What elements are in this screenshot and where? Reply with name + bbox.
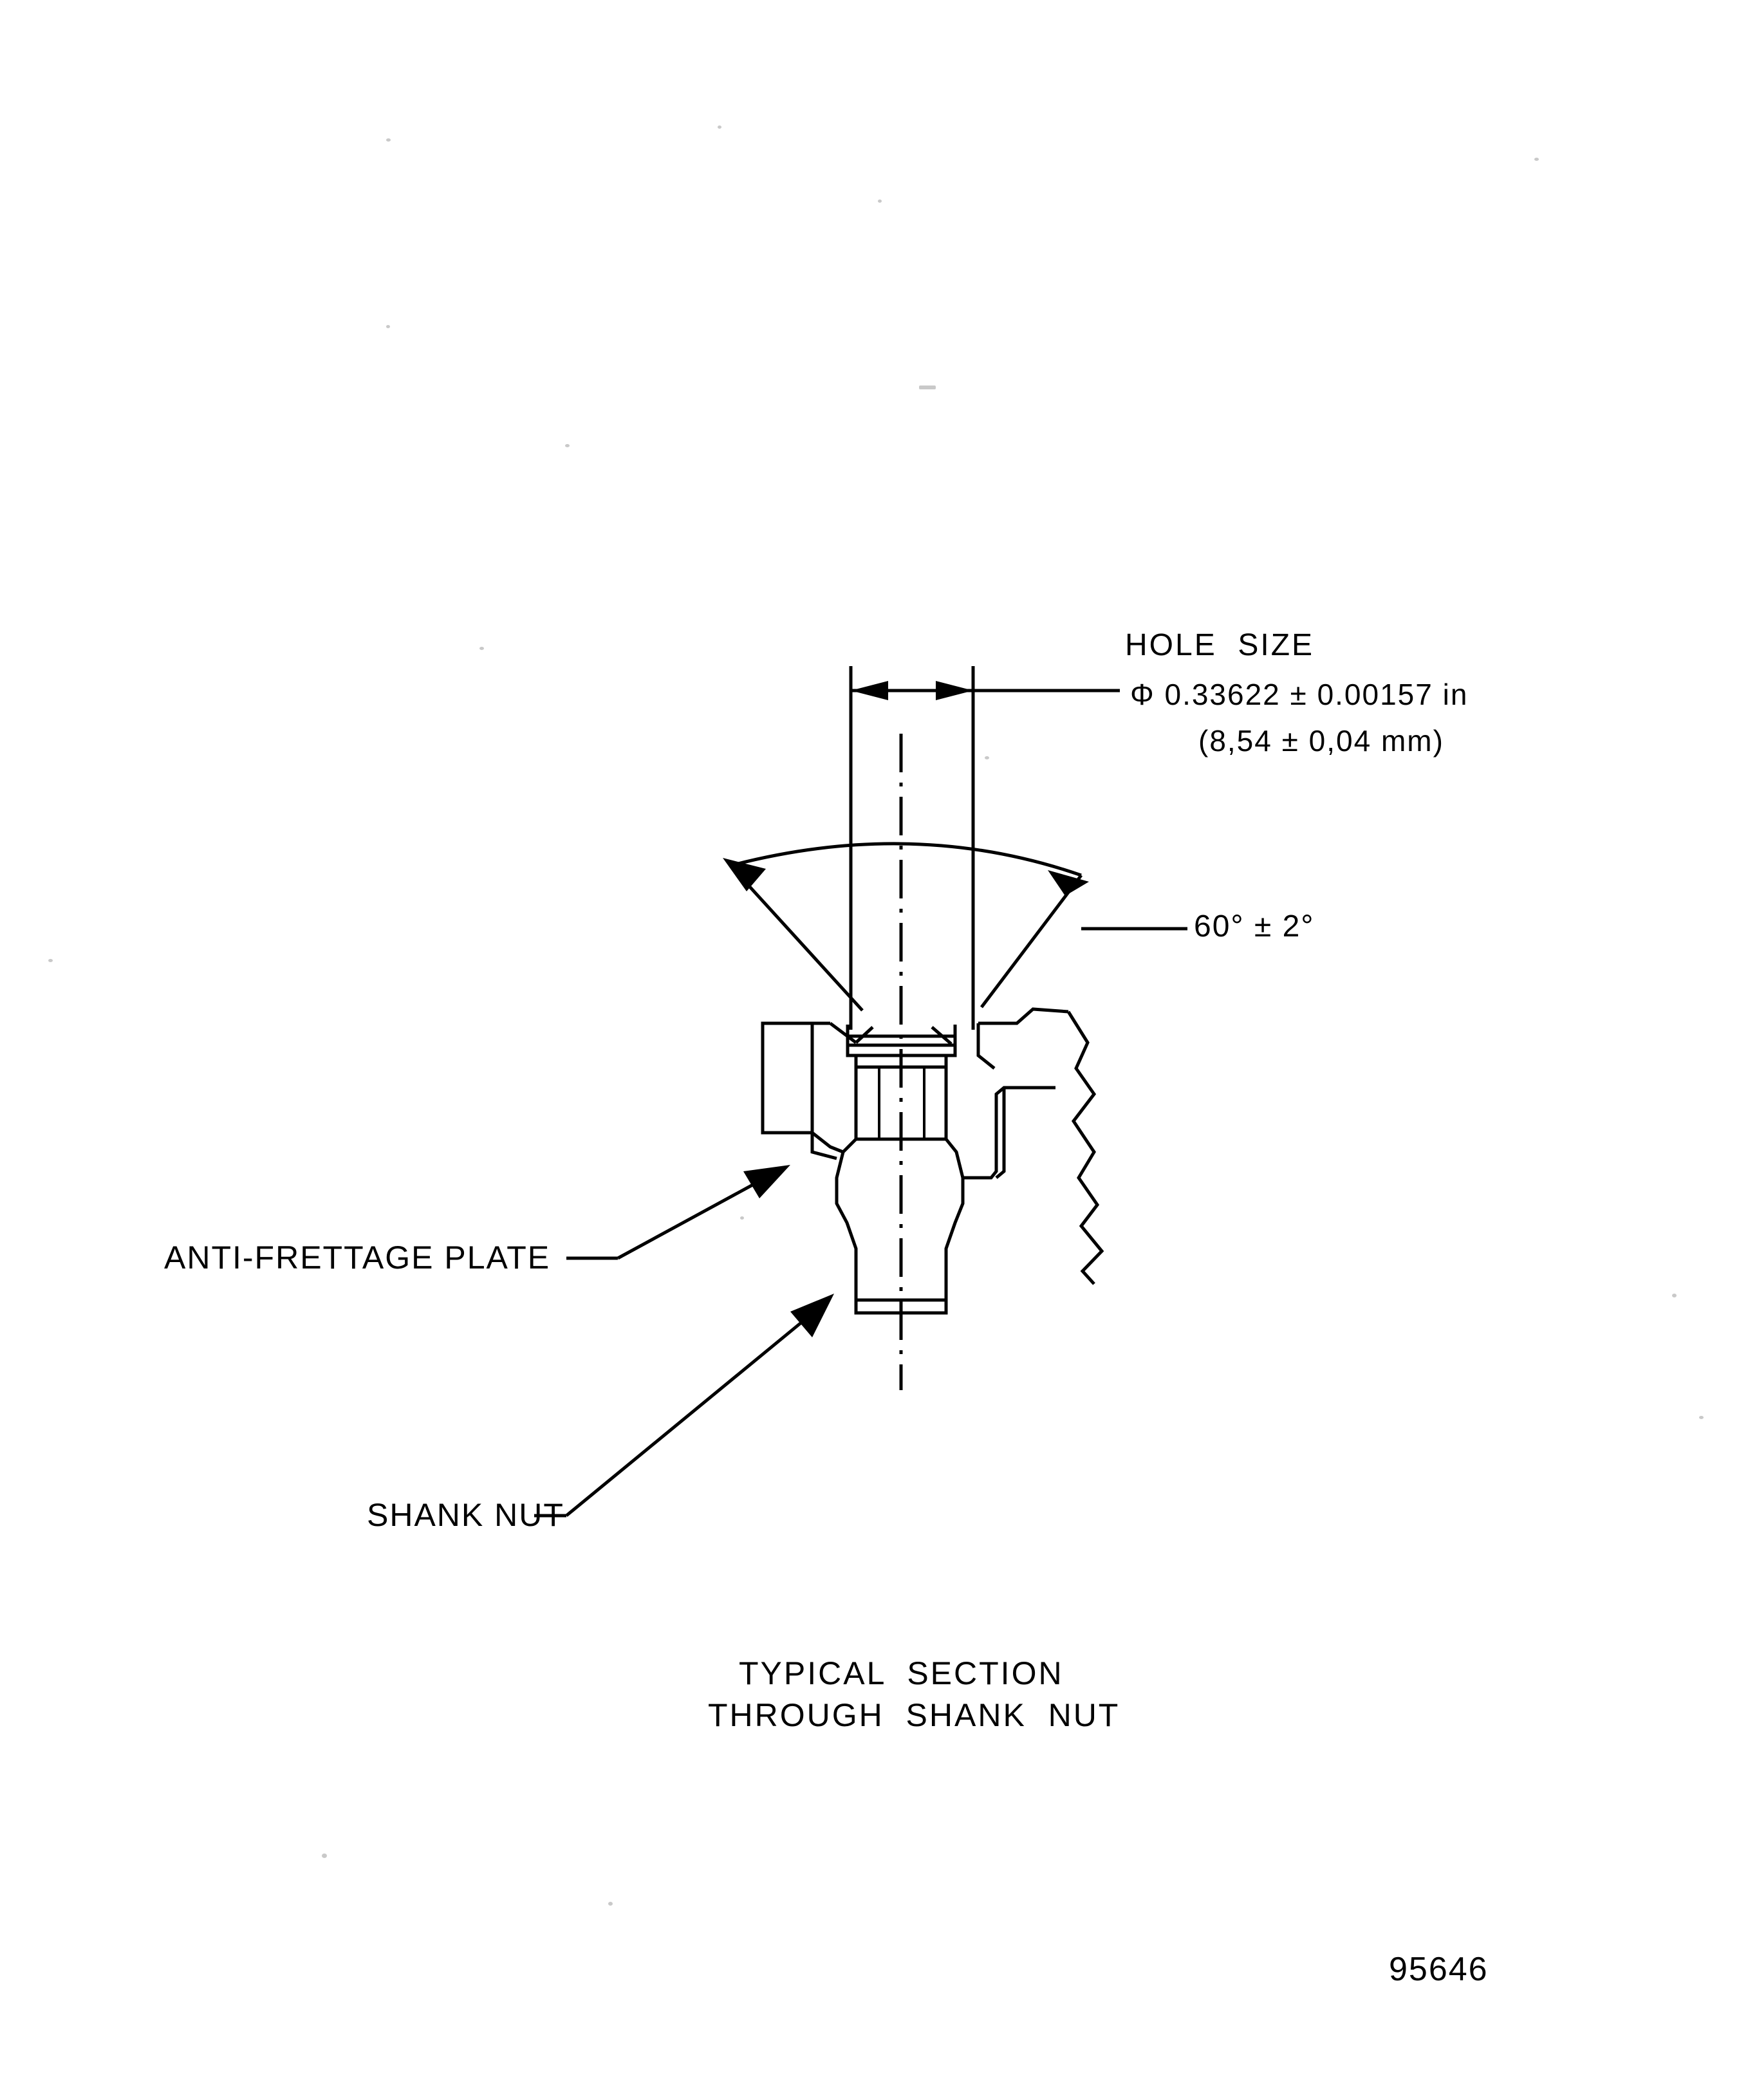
structure-top-right <box>978 1009 1068 1023</box>
structure-break-line-right <box>1068 1012 1102 1284</box>
countersink-angle-label: 60° ± 2° <box>1194 909 1315 943</box>
structure-inner-left <box>978 1023 994 1068</box>
arrowhead-left <box>851 681 888 700</box>
structure-underside-right <box>963 1088 1055 1178</box>
hole-size-mm-value: (8,54 ± 0,04 mm) <box>1198 724 1444 757</box>
figure-caption-line-1: TYPICAL SECTION <box>739 1655 1064 1691</box>
arrowhead-shank-nut <box>790 1294 834 1337</box>
arrowhead-angle-right <box>1048 870 1089 896</box>
leader-anti-frettage-plate <box>618 1183 756 1258</box>
hole-size-inch-value: Φ 0.33622 ± 0.00157 in <box>1130 678 1469 711</box>
callout-anti-frettage-plate: ANTI-FRETTAGE PLATE <box>164 1240 551 1276</box>
figure-caption-line-2: THROUGH SHANK NUT <box>708 1697 1120 1733</box>
arrowhead-anti-frettage-plate <box>743 1165 790 1198</box>
plate-underside <box>763 1133 843 1152</box>
leader-shank-nut <box>566 1323 801 1516</box>
hole-size-title: HOLE SIZE <box>1125 628 1315 662</box>
angle-leader-left <box>730 866 862 1010</box>
anti-frettage-plate-left-block <box>763 1023 812 1133</box>
figure-number: 95646 <box>1389 1951 1489 1988</box>
angle-arc <box>730 844 1081 875</box>
arrowhead-right <box>936 681 973 700</box>
callout-shank-nut: SHANK NUT <box>367 1497 564 1533</box>
